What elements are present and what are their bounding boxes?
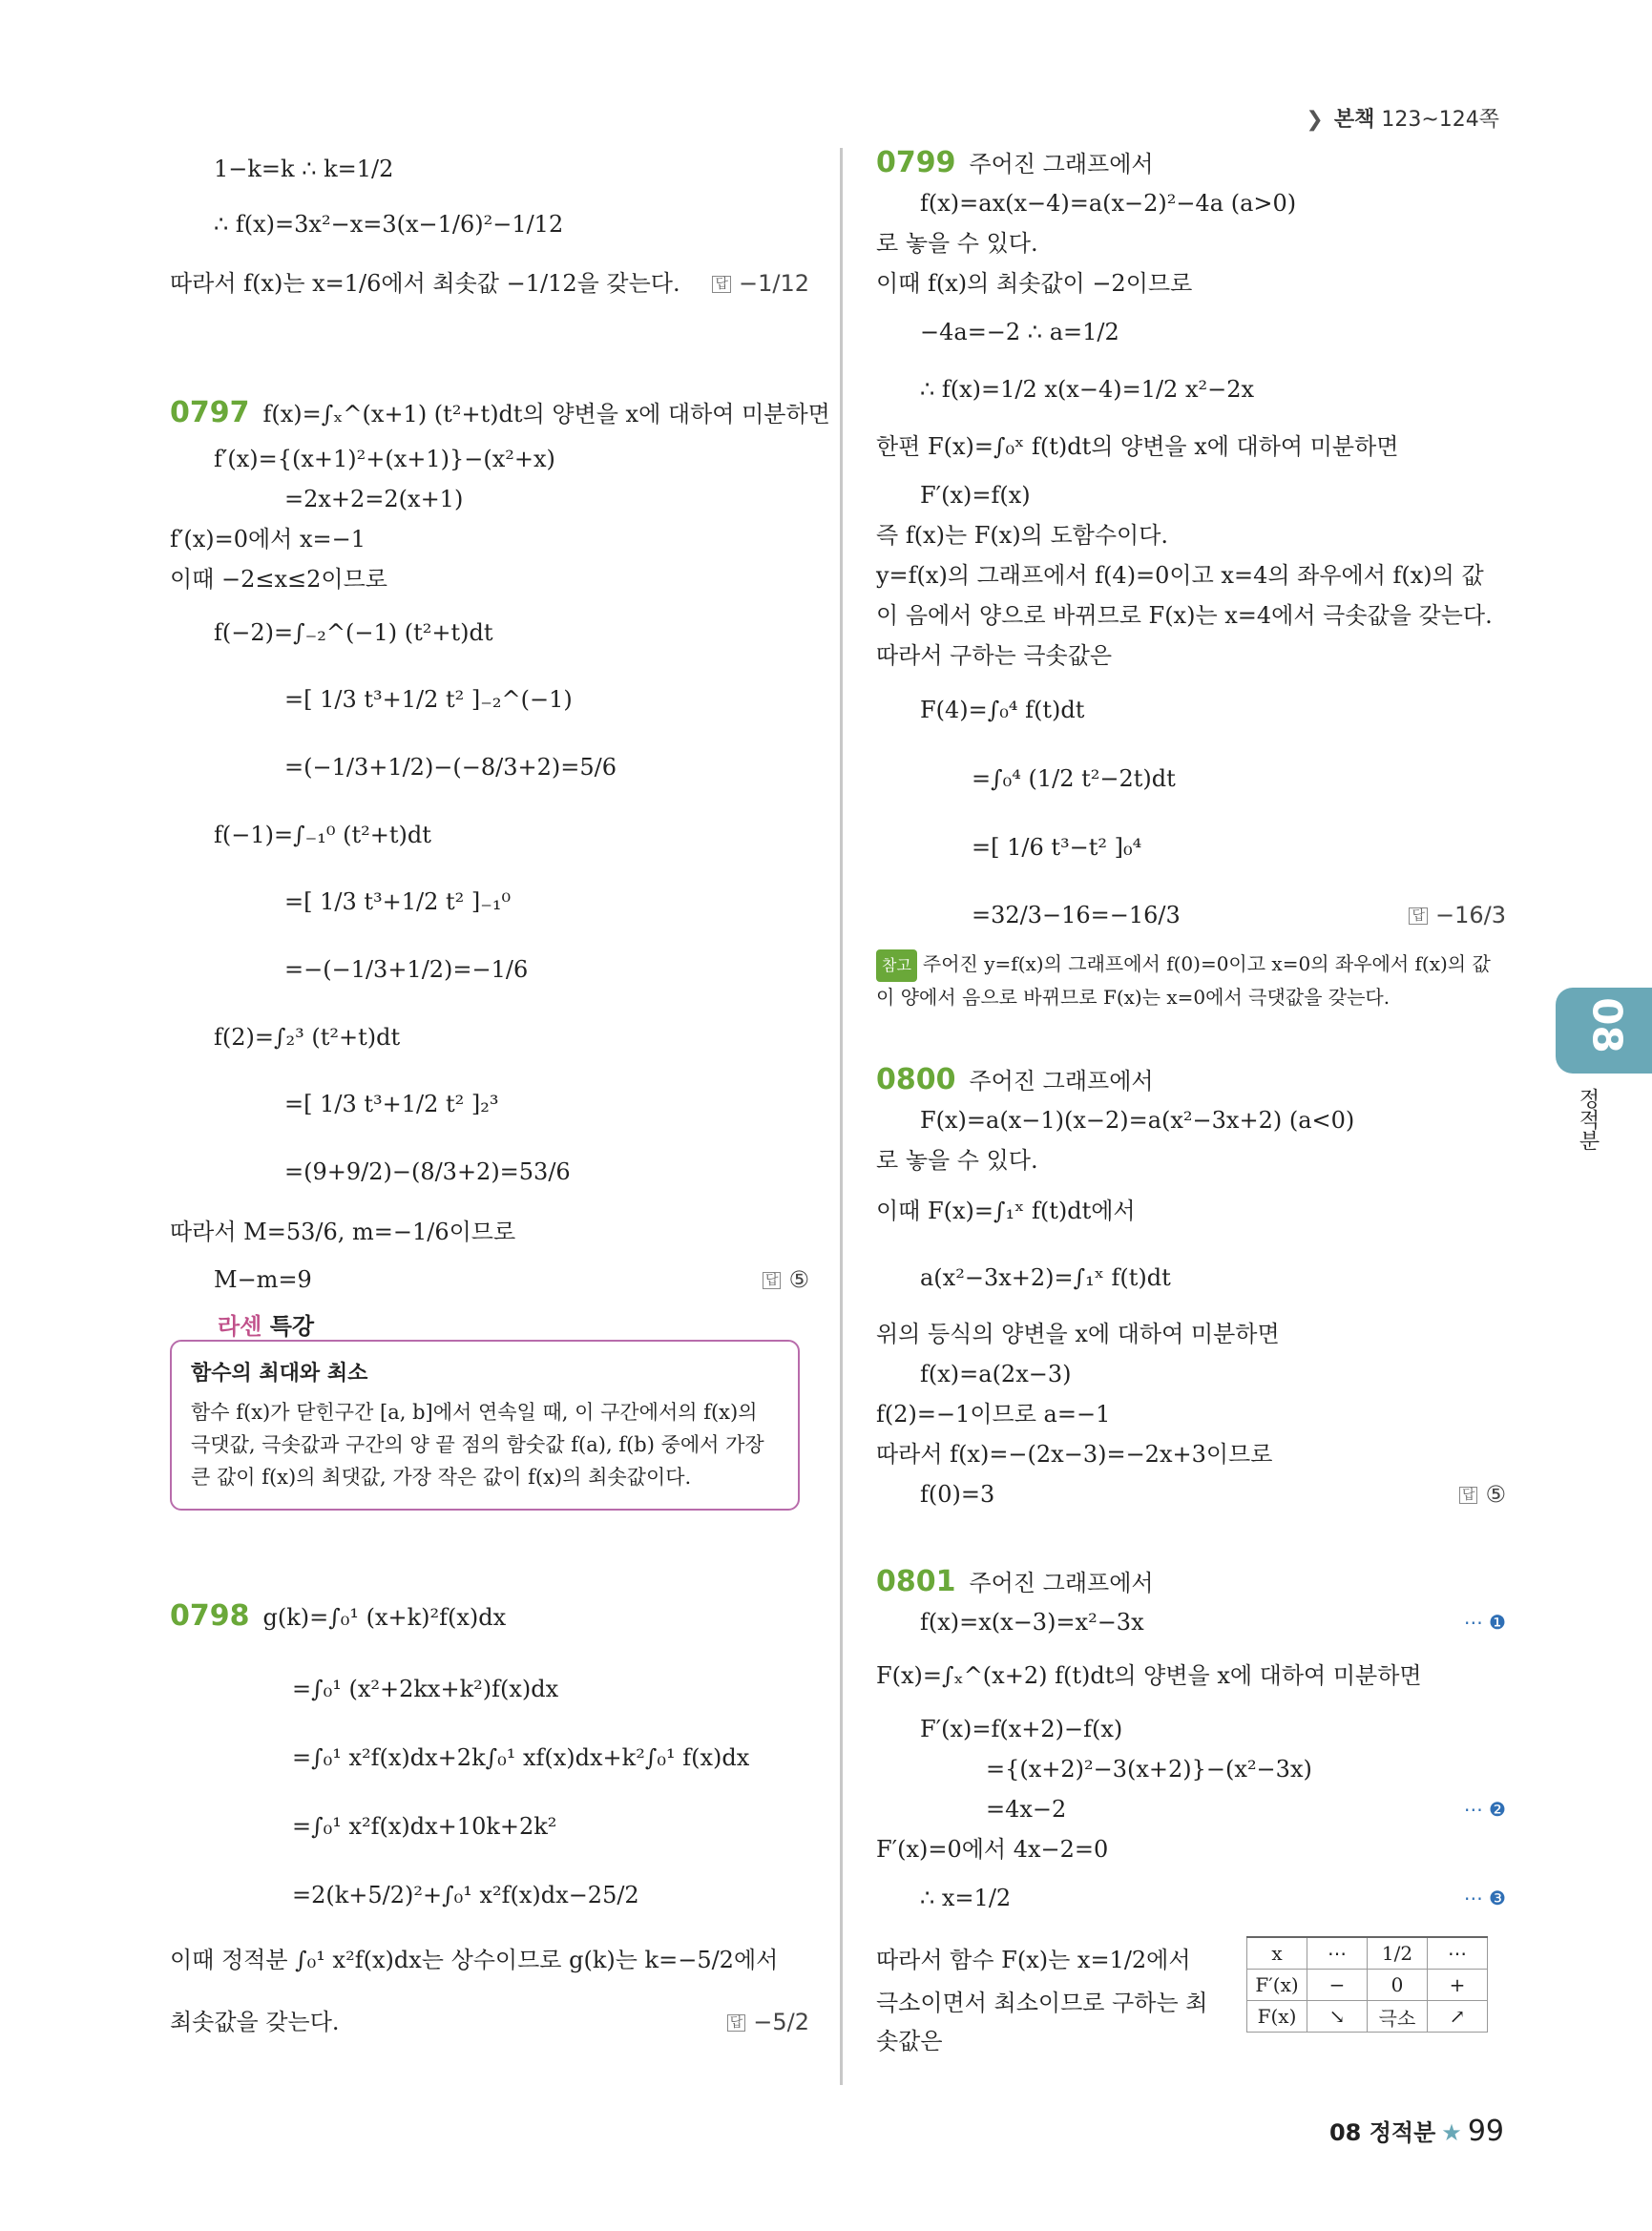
answer xyxy=(727,1991,809,2054)
answer-value: ⑤ xyxy=(788,1266,809,1293)
problem-number: 0799 xyxy=(876,146,956,179)
solution-line: =∫₀¹ x²f(x)dx+10k+2k² xyxy=(292,1813,557,1840)
solution-text: M−m=9 xyxy=(214,1266,312,1293)
solution-line: f′(x)={(x+1)²+(x+1)}−(x²+x) xyxy=(214,446,555,472)
solution-line: =∫₀¹ (x²+2kx+k²)f(x)dx xyxy=(292,1676,559,1702)
solution-line: f(2)=∫₂³ (t²+t)dt xyxy=(214,1024,401,1051)
conclusion-block xyxy=(876,1927,1506,2060)
solution-line: 위의 등식의 양변을 x에 대하여 미분하면 xyxy=(876,1321,1280,1347)
page-reference xyxy=(1306,103,1499,133)
problem-number: 0797 xyxy=(170,396,250,429)
solution-line: =(9+9/2)−(8/3+2)=53/6 xyxy=(284,1158,571,1185)
answer xyxy=(763,1259,809,1302)
solution-text: f(x)=x(x−3)=x²−3x xyxy=(920,1609,1144,1636)
solution-line: 따라서 함수 F(x)는 x=1/2에서 xyxy=(876,1947,1191,1973)
solution-line: 이때 −2≤x≤2이므로 xyxy=(170,566,387,593)
answer-value: −16/3 xyxy=(1434,902,1506,928)
solution-line: 로 놓을 수 있다. xyxy=(876,1147,1038,1174)
problem-number: 0801 xyxy=(876,1565,956,1598)
table-cell: + xyxy=(1428,1970,1488,2001)
table-cell: ↘ xyxy=(1307,2001,1368,2033)
solution-text: f(0)=3 xyxy=(920,1481,995,1508)
table-cell: ↗ xyxy=(1428,2001,1488,2033)
footer-chapter: 08 정적분 xyxy=(1328,2119,1436,2146)
problem-0798-header xyxy=(170,1578,809,1655)
table-cell: ⋯ xyxy=(1307,1937,1368,1970)
solution-text: 최솟값을 갖는다. xyxy=(170,2009,340,2035)
solution-line: F′(x)=f(x) xyxy=(920,482,1031,509)
solution-line xyxy=(876,1602,1506,1642)
reference-note xyxy=(876,949,1506,1012)
solution-line: 이 음에서 양으로 바뀌므로 F(x)는 x=4에서 극솟값을 갖는다. xyxy=(876,602,1493,629)
solution-line: =(−1/3+1/2)−(−8/3+2)=5/6 xyxy=(284,754,617,781)
solution-text: 주어진 그래프에서 xyxy=(969,1068,1154,1095)
solution-line: =∫₀⁴ (1/2 t²−2t)dt xyxy=(972,765,1176,792)
answer-value: −5/2 xyxy=(753,2009,809,2035)
solution-line: 따라서 구하는 극솟값은 xyxy=(876,642,1113,669)
solution-line: f(−2)=∫₋₂^(−1) (t²+t)dt xyxy=(214,619,493,646)
table-cell: F′(x) xyxy=(1247,1970,1307,2001)
problem-0801-header xyxy=(876,1562,1506,1602)
solution-line xyxy=(876,1474,1506,1514)
table-cell: F(x) xyxy=(1247,2001,1307,2033)
answer-icon: 답 xyxy=(1409,907,1428,925)
note-tag: 참고 xyxy=(876,949,917,982)
solution-line: 극소이면서 최소이므로 구하는 최 xyxy=(876,1990,1208,2016)
ref-pages: 123~124쪽 xyxy=(1381,108,1499,132)
solution-line: 솟값은 xyxy=(876,2028,943,2054)
solution-line: 이때 정적분 ∫₀¹ x²f(x)dx는 상수이므로 g(k)는 k=−5/2에서 xyxy=(170,1947,779,1973)
solution-text: 주어진 그래프에서 xyxy=(969,1570,1154,1596)
sign-table xyxy=(1246,1936,1488,2033)
special-lecture-box xyxy=(170,1340,800,1511)
solution-line: =2(k+5/2)²+∫₀¹ x²f(x)dx−25/2 xyxy=(292,1882,639,1908)
solution-line: 한편 F(x)=∫₀ˣ f(t)dt의 양변을 x에 대하여 미분하면 xyxy=(876,433,1399,460)
solution-line xyxy=(876,882,1506,949)
answer-icon: 답 xyxy=(727,2014,746,2032)
table-cell: x xyxy=(1247,1937,1307,1970)
solution-line: =−(−1/3+1/2)=−1/6 xyxy=(284,956,529,983)
answer-value: ⑤ xyxy=(1485,1481,1506,1508)
table-cell: ⋯ xyxy=(1428,1937,1488,1970)
table-cell: − xyxy=(1307,1970,1368,2001)
problem-0797-header xyxy=(170,386,830,439)
solution-line: ∴ f(x)=3x²−x=3(x−1/6)²−1/12 xyxy=(214,211,564,238)
solution-line xyxy=(876,1789,1506,1829)
chevron-right-icon: ❯ xyxy=(1306,108,1324,132)
solution-text: ∴ x=1/2 xyxy=(920,1885,1012,1911)
solution-line: F(x)=a(x−1)(x−2)=a(x²−3x+2) (a<0) xyxy=(920,1107,1355,1134)
solution-line: a(x²−3x+2)=∫₁ˣ f(t)dt xyxy=(920,1264,1171,1291)
solution-text: 따라서 f(x)는 x=1/6에서 최솟값 −1/12을 갖는다. xyxy=(170,270,680,297)
answer-icon: 답 xyxy=(712,276,731,293)
page-footer xyxy=(1329,2114,1504,2148)
solution-line: 1−k=k ∴ k=1/2 xyxy=(214,156,394,182)
solution-line: 따라서 f(x)=−(2x−3)=−2x+3이므로 xyxy=(876,1441,1273,1468)
table-cell: 0 xyxy=(1368,1970,1428,2001)
ref-label: 본책 xyxy=(1333,108,1375,132)
answer xyxy=(712,253,809,315)
solution-text: f(x)=∫ₓ^(x+1) (t²+t)dt의 양변을 x에 대하여 미분하면 xyxy=(262,401,830,427)
solution-line: =∫₀¹ x²f(x)dx+2k∫₀¹ xf(x)dx+k²∫₀¹ f(x)dx xyxy=(292,1744,750,1771)
solution-line: f(x)=a(2x−3) xyxy=(920,1361,1072,1387)
special-lecture-tag xyxy=(218,1307,314,1341)
solution-line: ={(x+2)²−3(x+2)}−(x²−3x) xyxy=(986,1756,1312,1783)
solution-line: =[ 1/3 t³+1/2 t² ]₋₁⁰ xyxy=(284,888,512,915)
answer-icon: 답 xyxy=(1459,1487,1478,1504)
special-lecture-body: 함수 f(x)가 닫힌구간 [a, b]에서 연속일 때, 이 구간에서의 f(x)의 극댓값, 극솟값과 구간의 양 끝 점의 함숫값 f(a), f(b) 중에서 가장 큰 값이 f(x)의 최댓값, 가장 작은 값이 f(x)의 최솟값이다. xyxy=(191,1401,764,1489)
table-row xyxy=(1247,1937,1488,1970)
step-marker: ⋯ ❷ xyxy=(1463,1798,1506,1821)
column-divider xyxy=(840,148,843,2085)
special-lecture-title: 함수의 최대와 최소 xyxy=(191,1362,368,1386)
right-column xyxy=(876,143,1506,2060)
table-cell: 1/2 xyxy=(1368,1937,1428,1970)
table-row xyxy=(1247,2001,1488,2033)
solution-line xyxy=(170,1991,809,2054)
solution-line: =[ 1/3 t³+1/2 t² ]₋₂^(−1) xyxy=(284,686,573,713)
tag-label: 특강 xyxy=(269,1313,315,1340)
solution-line xyxy=(170,1259,809,1302)
solution-line: −4a=−2 ∴ a=1/2 xyxy=(920,319,1119,345)
solution-line: ∴ f(x)=1/2 x(x−4)=1/2 x²−2x xyxy=(920,376,1255,403)
problem-number: 0800 xyxy=(876,1063,956,1096)
solution-line: =[ 1/3 t³+1/2 t² ]₂³ xyxy=(284,1091,499,1117)
step-marker: ⋯ ❸ xyxy=(1463,1887,1506,1909)
solution-text: 주어진 그래프에서 xyxy=(969,151,1154,177)
answer xyxy=(1409,882,1506,949)
left-column xyxy=(170,143,830,2054)
star-icon: ★ xyxy=(1441,2119,1462,2146)
page-number: 99 xyxy=(1467,2115,1504,2148)
problem-0800-header xyxy=(876,1060,1506,1100)
solution-text: g(k)=∫₀¹ (x+k)²f(x)dx xyxy=(262,1604,507,1631)
answer-value: −1/12 xyxy=(738,270,809,297)
problem-number: 0798 xyxy=(170,1599,250,1633)
step-marker: ⋯ ❶ xyxy=(1463,1611,1506,1634)
table-row xyxy=(1247,1970,1488,2001)
chapter-label: 정적분 xyxy=(1576,1088,1600,1151)
answer xyxy=(1459,1474,1506,1514)
solution-line: 로 놓을 수 있다. xyxy=(876,230,1038,257)
solution-line: F(4)=∫₀⁴ f(t)dt xyxy=(920,697,1085,723)
solution-line: F′(x)=0에서 4x−2=0 xyxy=(876,1836,1109,1863)
table-cell: 극소 xyxy=(1368,2001,1428,2033)
solution-line xyxy=(170,253,809,315)
solution-line: 즉 f(x)는 F(x)의 도함수이다. xyxy=(876,522,1169,549)
special-lecture xyxy=(170,1302,809,1521)
solution-line: =2x+2=2(x+1) xyxy=(284,486,464,512)
solution-line xyxy=(876,1869,1506,1927)
solution-line: F(x)=∫ₓ^(x+2) f(t)dt의 양변을 x에 대하여 미분하면 xyxy=(876,1662,1422,1689)
answer-icon: 답 xyxy=(763,1272,782,1289)
chapter-number: 08 xyxy=(1583,997,1631,1053)
solution-line: =[ 1/6 t³−t² ]₀⁴ xyxy=(972,834,1142,861)
tag-prefix: 라센 xyxy=(218,1313,262,1340)
solution-line: 이때 F(x)=∫₁ˣ f(t)dt에서 xyxy=(876,1198,1136,1224)
solution-text: =4x−2 xyxy=(986,1796,1067,1823)
solution-text: =32/3−16=−16/3 xyxy=(972,902,1181,928)
note-text: 주어진 y=f(x)의 그래프에서 f(0)=0이고 x=0의 좌우에서 f(x)의 값이 양에서 음으로 바뀌므로 F(x)는 x=0에서 극댓값을 갖는다. xyxy=(876,952,1491,1009)
solution-line: f(x)=ax(x−4)=a(x−2)²−4a (a>0) xyxy=(920,190,1297,217)
solution-line: f(−1)=∫₋₁⁰ (t²+t)dt xyxy=(214,822,431,848)
solution-line: F′(x)=f(x+2)−f(x) xyxy=(920,1716,1123,1742)
solution-line: 따라서 M=53/6, m=−1/6이므로 xyxy=(170,1219,516,1245)
solution-line: 이때 f(x)의 최솟값이 −2이므로 xyxy=(876,270,1193,297)
solution-line: y=f(x)의 그래프에서 f(4)=0이고 x=4의 좌우에서 f(x)의 값 xyxy=(876,562,1484,589)
solution-line: f′(x)=0에서 x=−1 xyxy=(170,526,366,553)
solution-line: f(2)=−1이므로 a=−1 xyxy=(876,1401,1111,1428)
problem-0799-header xyxy=(876,143,1506,183)
